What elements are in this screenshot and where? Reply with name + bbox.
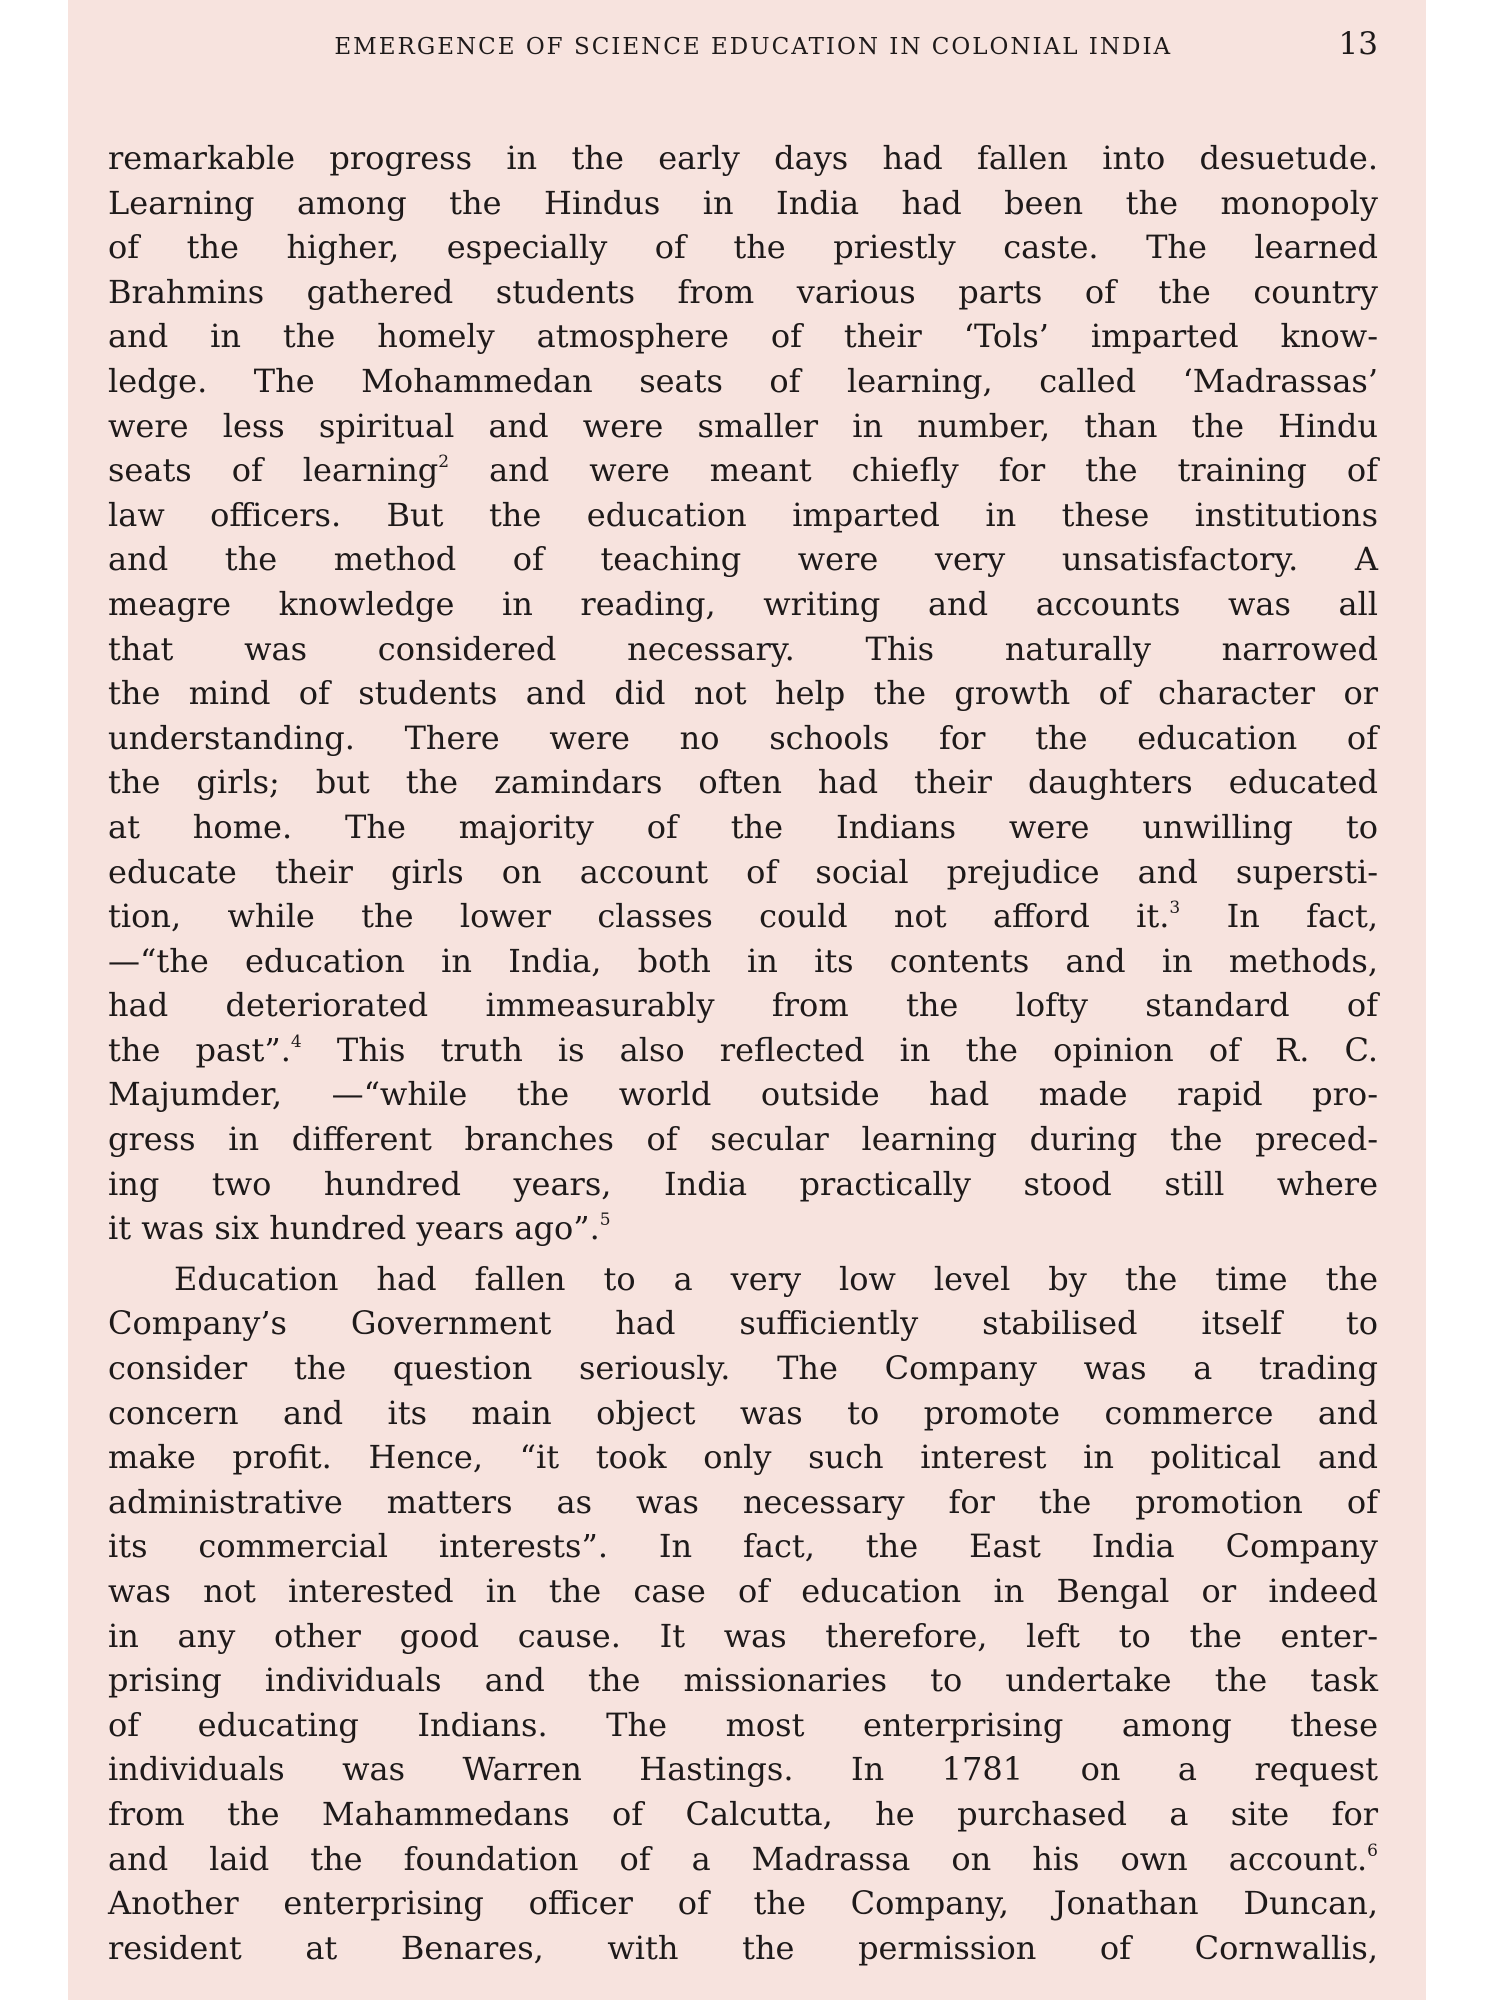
footnote-ref: 6 [1367,1840,1378,1861]
text-line: educate their girls on account of social prejudice and supersti- [108,852,1378,891]
text-line: understanding. There were no schools for the education of [108,718,1378,757]
text-line: —“the education in India, both in its contents and in methods, [108,941,1378,980]
text-line: Company’s Government had sufficiently stabilised itself to [108,1304,1378,1343]
text-line: and in the homely atmosphere of their ‘Tols’ imparted know- [108,317,1378,356]
text-line: and the method of teaching were very unsatisfactory. A [108,540,1378,579]
text-line: Learning among the Hindus in India had been the monopoly [108,183,1378,222]
text-line: in any other good cause. It was therefore, left to the enter- [108,1616,1378,1655]
running-title: EMERGENCE OF SCIENCE EDUCATION IN COLONIAL INDIA [334,34,1173,60]
text-segment: tion, while the lower classes could not afford it. [108,897,1170,936]
text-line: from the Mahammedans of Calcutta, he purchased a site for [108,1794,1378,1833]
text-segment: and were meant chiefly for the training of [449,451,1378,490]
text-line: the girls; but the zamindars often had their daughters educated [108,763,1378,802]
text-segment: it was six hundred years ago”. [108,1209,600,1248]
book-page [68,0,1426,2000]
text-line: individuals was Warren Hastings. In 1781 on a request [108,1750,1378,1789]
text-line: law officers. But the education imparted in these institutions [108,495,1378,534]
paragraph-2 [108,1257,1378,1971]
text-segment: and laid the foundation of a Madrassa on his own account. [108,1839,1368,1878]
text-segment: In fact, [1180,897,1379,936]
text-line: consider the question seriously. The Company was a trading [108,1349,1378,1388]
text-line: meagre knowledge in reading, writing and accounts was all [108,584,1378,623]
text-line: that was considered necessary. This naturally narrowed [108,629,1378,668]
text-line: Brahmins gathered students from various parts of the country [108,272,1378,311]
footnote-ref: 5 [599,1210,611,1231]
text-line: of educating Indians. The most enterprising among these [108,1705,1378,1744]
text-line: remarkable progress in the early days had fallen into desuetude. [108,139,1378,177]
text-line: were less spiritual and were smaller in number, than the Hindu [108,406,1378,445]
text-line [108,448,1378,493]
body-text [108,136,1378,1970]
text-line: the mind of students and did not help the growth of character or [108,674,1378,713]
text-line: of the higher, especially of the priestly caste. The learned [108,228,1378,267]
text-segment: seats of learning [108,451,439,490]
text-line: resident at Benares, with the permission of Cornwallis, [108,1928,1378,1967]
text-line [108,1206,1378,1251]
text-line [108,894,1378,939]
text-line: Another enterprising officer of the Company, Jonathan Duncan, [108,1884,1378,1923]
text-line: was not interested in the case of education in Bengal or indeed [108,1572,1378,1610]
running-head [108,26,1378,86]
paragraph-1 [108,136,1378,1251]
text-segment: the past”. [108,1030,291,1069]
page-number: 13 [1338,26,1378,62]
text-line: ing two hundred years, India practically stood still where [108,1164,1378,1203]
text-line: administrative matters as was necessary for the promotion of [108,1482,1378,1521]
text-line: had deteriorated immeasurably from the lofty standard of [108,986,1378,1025]
text-line [108,1837,1378,1882]
text-line: at home. The majority of the Indians were unwilling to [108,807,1378,846]
text-line: Majumder, —“while the world outside had made rapid pro- [108,1075,1378,1114]
text-line: gress in different branches of secular learning during the preced- [108,1120,1378,1159]
text-line: its commercial interests”. In fact, the East India Company [108,1527,1378,1566]
text-line: prising individuals and the missionaries to undertake the task [108,1661,1378,1700]
footnote-ref: 2 [438,452,450,473]
text-line: make profit. Hence, “it took only such interest in political and [108,1438,1378,1477]
footnote-ref: 4 [290,1031,302,1052]
text-line: ledge. The Mohammedan seats of learning, called ‘Madrassas’ [108,361,1378,400]
text-segment: This truth is also reflected in the opinion of R. C. [301,1030,1379,1069]
text-line: concern and its main object was to promote commerce and [108,1393,1378,1432]
text-line: Education had fallen to a very low level by the time the [174,1259,1378,1298]
footnote-ref: 3 [1169,898,1181,919]
text-line [108,1028,1378,1073]
